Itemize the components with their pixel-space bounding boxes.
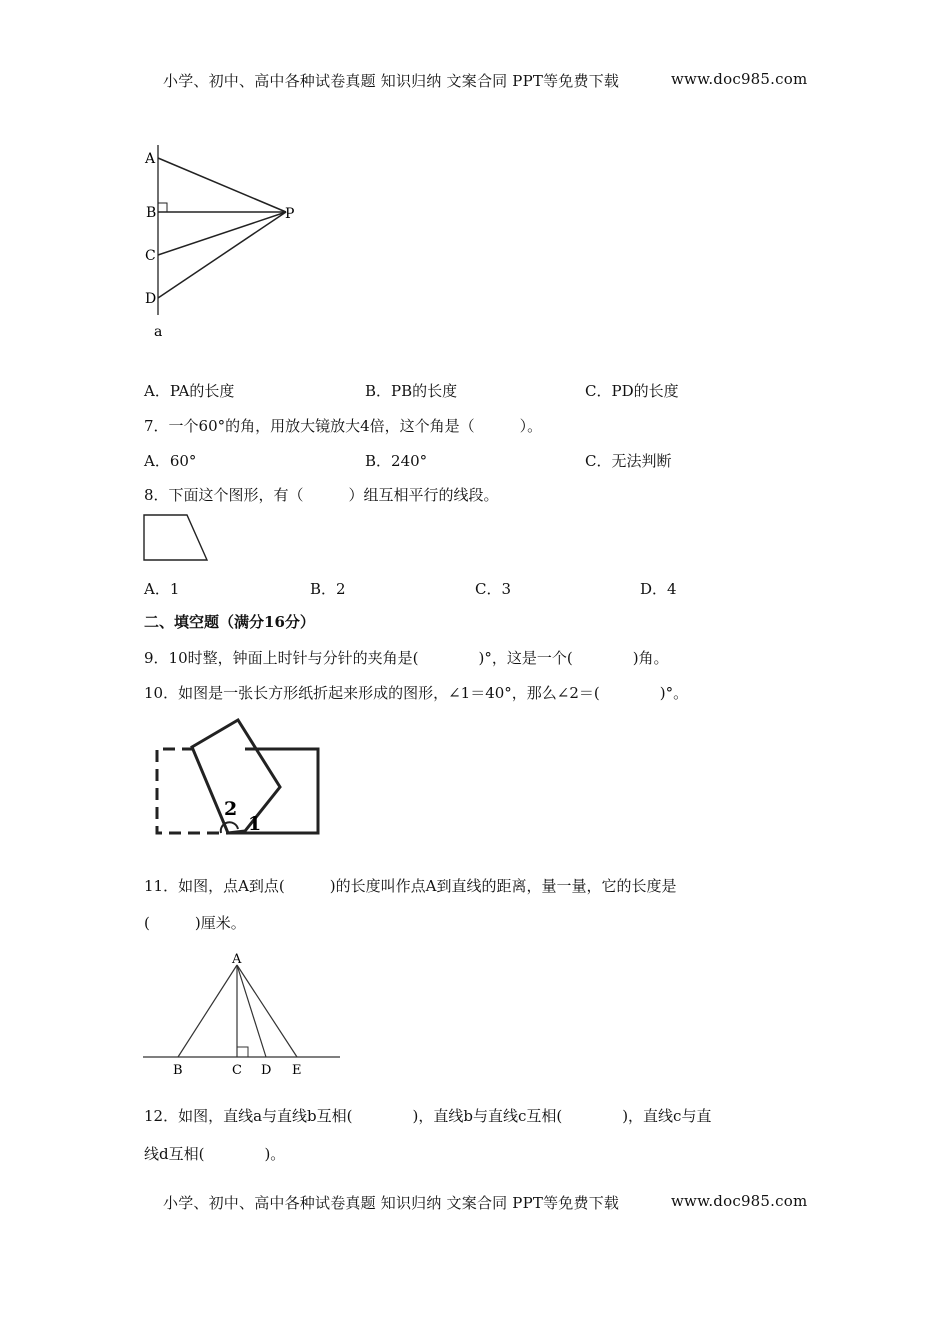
label-B: B: [146, 205, 157, 221]
label-A: A: [145, 151, 156, 167]
q7-option-b[interactable]: B．240°: [365, 452, 428, 470]
dashed-original-edge: [157, 749, 228, 833]
q6-figure: [140, 140, 320, 340]
q8-trapezoid-figure: [140, 510, 220, 570]
q10-stem: 10．如图是一张长方形纸折起来形成的图形，∠1＝40°，那么∠2＝( )°。: [144, 684, 689, 702]
trapezoid-shape: [144, 515, 207, 560]
segment-ab: [178, 965, 237, 1057]
label-E: E: [292, 1063, 302, 1078]
q8-stem: 8．下面这个图形，有（ ）组互相平行的线段。: [144, 486, 499, 504]
q7-option-c[interactable]: C．无法判断: [585, 452, 672, 470]
right-angle-mark: [237, 1047, 248, 1057]
q6-option-c[interactable]: C．PD的长度: [585, 382, 679, 400]
label-D: D: [145, 291, 157, 307]
page-header: [163, 70, 619, 91]
q8-option-a[interactable]: A．1: [144, 580, 180, 598]
q12-line1: 12．如图，直线a与直线b互相( )，直线b与直线c互相( )，直线c与直: [144, 1107, 712, 1125]
footer-text: 小学、初中、高中各种试卷真题 知识归纳 文案合同 PPT等免费下载: [163, 1194, 620, 1212]
right-angle-mark: [158, 203, 167, 212]
q11-figure: [140, 948, 350, 1078]
label-B: B: [173, 1063, 183, 1078]
segment-ae: [237, 965, 297, 1057]
q7-stem: 7．一个60°的角，用放大镜放大4倍，这个角是（ ）。: [144, 417, 543, 435]
q6-option-b[interactable]: B．PB的长度: [365, 382, 458, 400]
q11-line1: 11．如图，点A到点( )的长度叫作点A到直线的距离，量一量，它的长度是: [144, 877, 677, 895]
section-2-title: 二、填空题（满分16分）: [144, 613, 315, 631]
angle-1-label: 1: [248, 813, 262, 835]
q8-option-d[interactable]: D．4: [640, 580, 677, 598]
q11-line2: ( )厘米。: [144, 914, 246, 932]
page-footer: [163, 1192, 619, 1213]
header-text: 小学、初中、高中各种试卷真题 知识归纳 文案合同 PPT等免费下载: [163, 72, 620, 90]
label-C: C: [232, 1063, 242, 1078]
label-D: D: [261, 1063, 272, 1078]
segment-pd: [158, 212, 286, 298]
q6-option-a[interactable]: A．PA的长度: [144, 382, 235, 400]
angle-2-label: 2: [224, 798, 238, 820]
segment-pc: [158, 212, 286, 255]
label-A: A: [232, 952, 242, 967]
q7-option-a[interactable]: A．60°: [144, 452, 197, 470]
label-C: C: [145, 248, 156, 264]
q8-option-c[interactable]: C．3: [475, 580, 512, 598]
rectangle-outline: [228, 749, 318, 833]
label-P: P: [285, 206, 295, 222]
q9-stem: 9．10时整，钟面上时针与分针的夹角是( )°，这是一个( )角。: [144, 649, 669, 667]
q12-line2: 线d互相( )。: [144, 1145, 286, 1163]
segment-pa: [158, 158, 286, 212]
segment-ad: [237, 965, 266, 1057]
q8-option-b[interactable]: B．2: [310, 580, 346, 598]
header-url[interactable]: www.doc985.com: [671, 70, 808, 88]
q10-folded-paper-figure: [150, 715, 340, 845]
label-a: a: [154, 324, 163, 340]
footer-url[interactable]: www.doc985.com: [671, 1192, 808, 1210]
